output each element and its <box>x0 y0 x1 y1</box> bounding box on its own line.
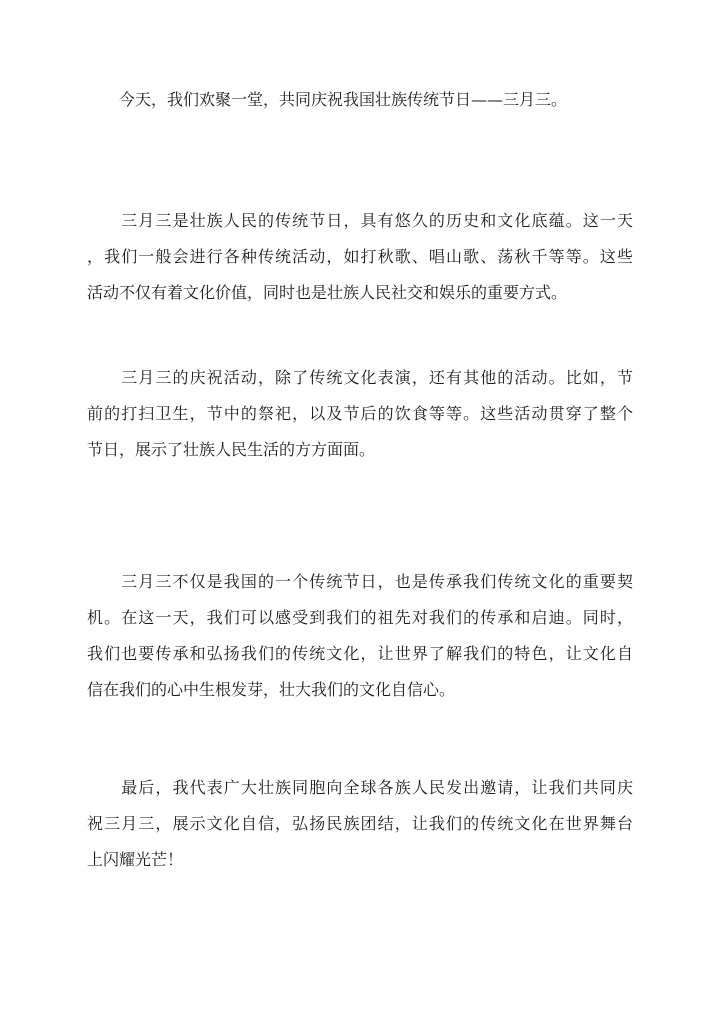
paragraph-activities <box>87 360 633 468</box>
paragraph-line: 今天，我们欢聚一堂，共同庆祝我国壮族传统节日——三月三。 <box>87 90 568 109</box>
paragraph-line: 最后，我代表广大壮族同胞向全球各族人民发出邀请，让我们共同庆 <box>87 778 633 797</box>
paragraph-line: 前的打扫卫生，节中的祭祀，以及节后的饮食等等。这些活动贯穿了整个 <box>87 404 633 423</box>
paragraph-heritage <box>87 564 633 708</box>
paragraph-line: 活动不仅有着文化价值，同时也是壮族人民社交和娱乐的重要方式。 <box>87 283 568 302</box>
paragraph-line: 节日，展示了壮族人民生活的方方面面。 <box>87 440 376 459</box>
paragraph-line: 我们也要传承和弘扬我们的传统文化，让世界了解我们的特色，让文化自 <box>87 644 633 663</box>
paragraph-line: 上闪耀光芒！ <box>87 850 184 869</box>
paragraph-line: 信在我们的心中生根发芽，壮大我们的文化自信心。 <box>87 680 456 699</box>
paragraph-line: 祝三月三，展示文化自信，弘扬民族团结，让我们的传统文化在世界舞台 <box>87 814 633 833</box>
paragraph-line: 机。在这一天，我们可以感受到我们的祖先对我们的传承和启迪。同时， <box>87 608 633 627</box>
paragraph-closing <box>87 770 633 878</box>
paragraph-line: 三月三的庆祝活动，除了传统文化表演，还有其他的活动。比如，节 <box>87 368 633 387</box>
paragraph-festival-origin <box>87 203 633 311</box>
paragraph-line: ，我们一般会进行各种传统活动，如打秋歌、唱山歌、荡秋千等等。这些 <box>87 247 633 266</box>
paragraph-intro <box>87 82 633 118</box>
paragraph-line: 三月三是壮族人民的传统节日，具有悠久的历史和文化底蕴。这一天 <box>87 211 633 230</box>
paragraph-line: 三月三不仅是我国的一个传统节日，也是传承我们传统文化的重要契 <box>87 572 633 591</box>
